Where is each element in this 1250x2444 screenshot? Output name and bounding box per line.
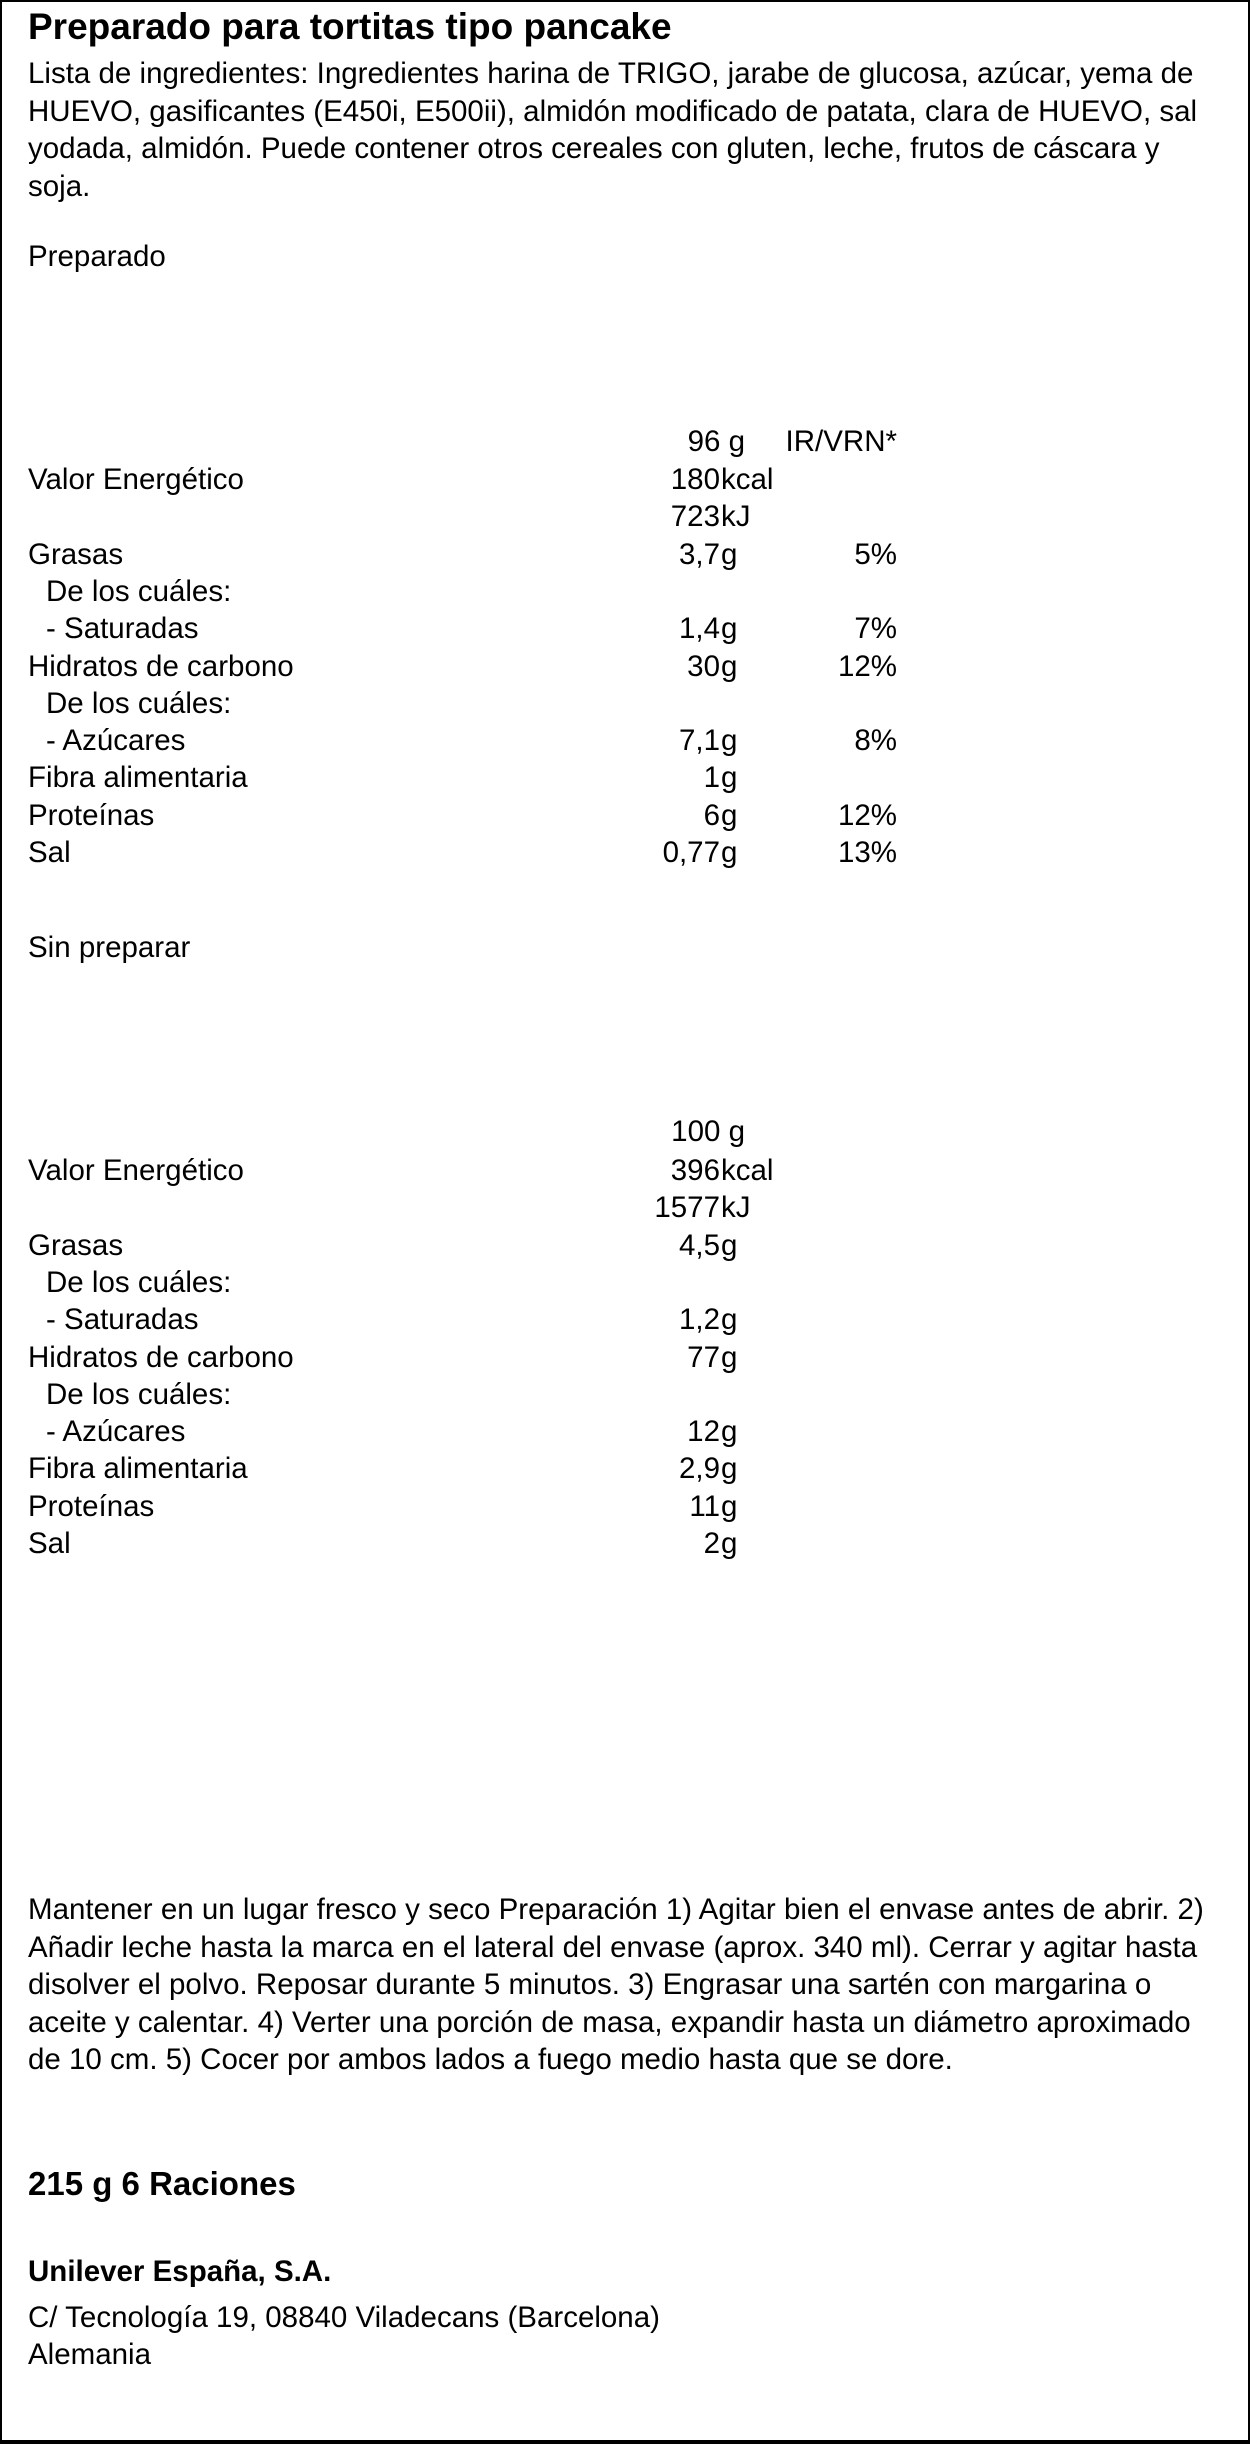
nutrient-label: Proteínas [28, 798, 155, 832]
nutrient-label: - Azúcares [46, 724, 186, 758]
nutrient-value: 1577 [654, 1191, 720, 1225]
nutrient-unit: g [721, 537, 738, 571]
nutrient-label: - Saturadas [46, 1303, 199, 1337]
nutrient-value: 1,2 [678, 1303, 720, 1337]
nutrient-ri-percent: 8% [854, 724, 897, 758]
nutrient-unit: kcal [721, 1154, 774, 1187]
nutrient-label: Proteínas [28, 1489, 155, 1523]
nutrient-unit: g [721, 1340, 738, 1374]
nutrient-label: Fibra alimentaria [28, 761, 248, 795]
nutrient-label: Valor Energético [28, 463, 244, 496]
nutrient-unit: g [721, 1303, 738, 1337]
nutrient-label: Sal [28, 1527, 71, 1560]
nutrient-value: 3,7 [678, 537, 720, 571]
product-title: Preparado para tortitas tipo pancake [28, 6, 672, 47]
nutrient-value: 396 [670, 1154, 720, 1187]
nutrient-label: - Saturadas [46, 612, 199, 646]
country-of-origin: Alemania [28, 2338, 151, 2371]
nutrient-value: 77 [687, 1340, 720, 1374]
nutrient-label: Sal [28, 836, 71, 869]
nutrient-label: De los cuáles: [46, 1377, 232, 1411]
net-quantity: 215 g 6 Raciones [28, 2165, 296, 2202]
nutrient-unit: g [721, 1489, 738, 1523]
nutrient-unit: g [721, 649, 738, 683]
nutrient-ri-percent: 12% [837, 798, 897, 832]
nutrient-unit: g [721, 724, 738, 758]
nutrient-value: 4,5 [678, 1228, 720, 1262]
nutrient-ri-percent: 5% [854, 537, 897, 571]
nutrient-ri-percent: 12% [837, 649, 897, 683]
nutrient-unit: g [721, 1415, 738, 1449]
nutrient-ri-percent: 7% [854, 612, 897, 646]
prepared-section-label: Preparado [28, 240, 166, 273]
nutrient-unit: g [721, 1228, 738, 1262]
nutrient-unit: g [721, 1452, 738, 1486]
nutrient-unit: g [721, 612, 738, 646]
nutrient-value: 1,4 [678, 612, 720, 646]
nutrient-label: Hidratos de carbono [28, 1340, 294, 1374]
nutrient-label: De los cuáles: [46, 574, 232, 608]
ingredients-list: Lista de ingredientes: Ingredientes harina de TRIGO, jarabe de glucosa, azúcar, yema de HUEVO, gasificantes (E450i, E500ii), almidón modificado de patata, clara de HUEVO, sal yodada, almidón. Puede contener otros cereales con gluten, leche, frutos de cáscara y soja. [28, 57, 1198, 203]
storage-preparation-instructions: Mantener en un lugar fresco y seco Preparación 1) Agitar bien el envase antes de abrir. 2) Añadir leche hasta la marca en el lateral del envase (aprox. 340 ml). Cerrar y agitar hasta disolver el polvo. Reposar durante 5 minutos. 3) Engrasar una sartén con margarina o aceite y calentar. 4) Verter una porción de masa, expandir hasta un diámetro aproximado de 10 cm. 5) Cocer por ambos lados a fuego medio hasta que se dore. [28, 1893, 1204, 2076]
nutrient-value: 1 [703, 761, 720, 795]
company-name: Unilever España, S.A. [28, 2255, 332, 2288]
nutrient-unit: g [721, 761, 738, 795]
nutrient-label: De los cuáles: [46, 1265, 232, 1299]
nutrient-unit: g [721, 1527, 738, 1560]
nutrient-unit: g [721, 836, 738, 869]
prepared-ri-header: IR/VRN* [785, 425, 897, 458]
company-address: C/ Tecnología 19, 08840 Viladecans (Barcelona) [28, 2301, 660, 2334]
nutrient-value: 6 [703, 798, 720, 832]
nutrient-value: 0,77 [662, 836, 720, 869]
nutrient-label: Hidratos de carbono [28, 649, 294, 683]
nutrient-label: De los cuáles: [46, 686, 232, 720]
nutrient-label: Fibra alimentaria [28, 1452, 248, 1486]
unprepared-portion-header: 100 g [671, 1115, 745, 1148]
nutrient-value: 12 [687, 1415, 720, 1449]
nutrient-value: 2 [703, 1527, 720, 1560]
nutrient-unit: kJ [721, 500, 751, 534]
nutrient-value: 723 [670, 500, 720, 534]
unprepared-section-label: Sin preparar [28, 931, 191, 964]
nutrient-unit: kcal [721, 463, 774, 496]
nutrient-ri-percent: 13% [837, 836, 897, 869]
nutrient-value: 30 [687, 649, 720, 683]
nutrient-label: Grasas [28, 537, 124, 571]
nutrient-label: Grasas [28, 1228, 124, 1262]
nutrient-value: 7,1 [678, 724, 720, 758]
prepared-portion-header: 96 g [687, 425, 745, 458]
nutrient-label: - Azúcares [46, 1415, 186, 1449]
nutrient-value: 2,9 [678, 1452, 720, 1486]
nutrient-unit: g [721, 798, 738, 832]
nutrient-value: 11 [689, 1489, 720, 1523]
nutrient-label: Valor Energético [28, 1154, 244, 1187]
nutrient-unit: kJ [721, 1191, 751, 1225]
nutrient-value: 180 [670, 463, 720, 496]
